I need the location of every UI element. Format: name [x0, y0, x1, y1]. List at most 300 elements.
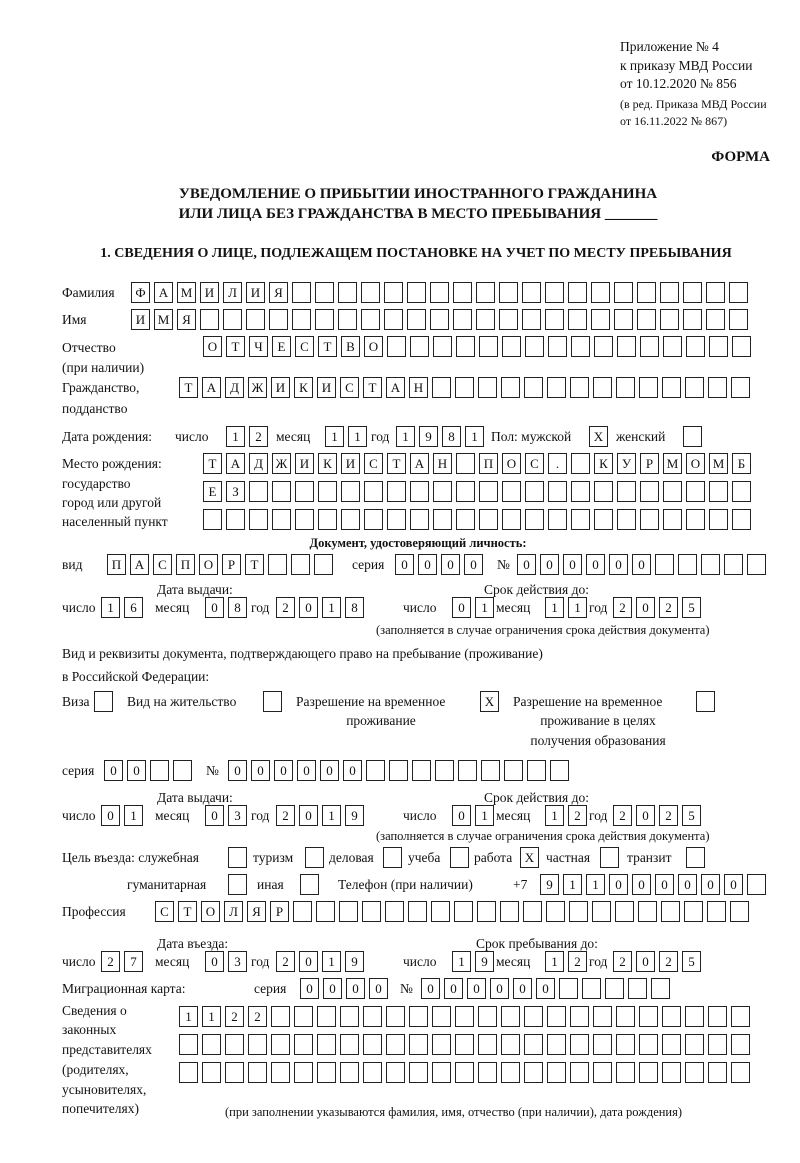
char-cell[interactable] [683, 426, 702, 447]
char-cell[interactable] [291, 554, 310, 575]
char-cell[interactable]: Л [224, 901, 243, 922]
char-cell[interactable] [228, 847, 247, 868]
char-cell[interactable]: 2 [568, 805, 587, 826]
char-cell[interactable] [481, 760, 500, 781]
char-cell[interactable]: 6 [124, 597, 143, 618]
char-cell[interactable]: 1 [465, 426, 484, 447]
char-cell[interactable]: 2 [248, 1006, 267, 1027]
char-cell[interactable]: 1 [226, 426, 245, 447]
char-cell[interactable] [523, 901, 542, 922]
char-cell[interactable] [499, 309, 518, 330]
char-cell[interactable] [226, 509, 245, 530]
char-cell[interactable] [637, 309, 656, 330]
char-cell[interactable]: Б [732, 453, 751, 474]
month-field[interactable] [205, 597, 247, 619]
res-series-field[interactable] [104, 760, 192, 782]
char-cell[interactable] [450, 847, 469, 868]
char-cell[interactable] [570, 1034, 589, 1055]
char-cell[interactable] [651, 978, 670, 999]
purpose-other-checkbox[interactable] [300, 874, 319, 896]
char-cell[interactable] [617, 481, 636, 502]
char-cell[interactable]: 0 [563, 554, 582, 575]
char-cell[interactable]: И [246, 282, 265, 303]
char-cell[interactable]: М [177, 282, 196, 303]
char-cell[interactable] [412, 760, 431, 781]
char-cell[interactable] [499, 282, 518, 303]
char-cell[interactable] [568, 282, 587, 303]
char-cell[interactable] [454, 901, 473, 922]
char-cell[interactable] [363, 1006, 382, 1027]
char-cell[interactable] [179, 1034, 198, 1055]
char-cell[interactable]: 0 [724, 874, 743, 895]
char-cell[interactable] [637, 282, 656, 303]
char-cell[interactable]: 0 [490, 978, 509, 999]
char-cell[interactable]: 0 [395, 554, 414, 575]
month-field[interactable] [545, 597, 587, 619]
char-cell[interactable]: 2 [613, 951, 632, 972]
char-cell[interactable]: 1 [475, 597, 494, 618]
char-cell[interactable]: 1 [322, 597, 341, 618]
birth-day-field[interactable] [226, 426, 268, 448]
char-cell[interactable]: 0 [467, 978, 486, 999]
char-cell[interactable] [639, 1006, 658, 1027]
char-cell[interactable] [548, 509, 567, 530]
char-cell[interactable] [386, 1006, 405, 1027]
char-cell[interactable] [361, 309, 380, 330]
char-cell[interactable]: В [341, 336, 360, 357]
purpose-work-checkbox[interactable] [520, 847, 539, 869]
purpose-study-checkbox[interactable] [450, 847, 469, 869]
char-cell[interactable]: 1 [202, 1006, 221, 1027]
char-cell[interactable] [248, 1062, 267, 1083]
char-cell[interactable] [203, 509, 222, 530]
char-cell[interactable]: 0 [101, 805, 120, 826]
char-cell[interactable] [616, 1006, 635, 1027]
char-cell[interactable] [408, 901, 427, 922]
char-cell[interactable]: 8 [228, 597, 247, 618]
char-cell[interactable] [502, 481, 521, 502]
char-cell[interactable] [522, 282, 541, 303]
char-cell[interactable] [615, 901, 634, 922]
char-cell[interactable] [582, 978, 601, 999]
char-cell[interactable] [249, 481, 268, 502]
char-cell[interactable] [294, 1062, 313, 1083]
char-cell[interactable] [600, 847, 619, 868]
residence-permit-checkbox[interactable] [263, 691, 282, 713]
char-cell[interactable]: Ф [131, 282, 150, 303]
char-cell[interactable] [202, 1062, 221, 1083]
char-cell[interactable] [292, 282, 311, 303]
name-field[interactable] [131, 309, 748, 331]
char-cell[interactable] [525, 509, 544, 530]
char-cell[interactable] [685, 377, 704, 398]
char-cell[interactable]: X [520, 847, 539, 868]
month-field[interactable] [545, 805, 587, 827]
char-cell[interactable]: 0 [299, 597, 318, 618]
char-cell[interactable]: 5 [682, 597, 701, 618]
char-cell[interactable] [684, 901, 703, 922]
char-cell[interactable] [410, 336, 429, 357]
char-cell[interactable]: 9 [345, 805, 364, 826]
char-cell[interactable]: Я [269, 282, 288, 303]
char-cell[interactable]: З [226, 481, 245, 502]
char-cell[interactable] [339, 901, 358, 922]
char-cell[interactable]: П [176, 554, 195, 575]
day-field[interactable] [101, 597, 143, 619]
char-cell[interactable]: Я [247, 901, 266, 922]
char-cell[interactable]: Т [178, 901, 197, 922]
char-cell[interactable] [729, 282, 748, 303]
char-cell[interactable]: 2 [101, 951, 120, 972]
month-field[interactable] [205, 805, 247, 827]
char-cell[interactable]: 1 [396, 426, 415, 447]
char-cell[interactable]: 7 [124, 951, 143, 972]
char-cell[interactable] [431, 901, 450, 922]
char-cell[interactable]: С [364, 453, 383, 474]
char-cell[interactable] [524, 1034, 543, 1055]
char-cell[interactable] [731, 1034, 750, 1055]
year-field[interactable] [613, 805, 701, 827]
char-cell[interactable] [683, 282, 702, 303]
char-cell[interactable] [293, 901, 312, 922]
char-cell[interactable]: А [202, 377, 221, 398]
char-cell[interactable] [731, 1006, 750, 1027]
char-cell[interactable]: 0 [464, 554, 483, 575]
char-cell[interactable]: Ч [249, 336, 268, 357]
char-cell[interactable]: К [294, 377, 313, 398]
char-cell[interactable] [732, 481, 751, 502]
char-cell[interactable]: Т [245, 554, 264, 575]
char-cell[interactable]: . [548, 453, 567, 474]
char-cell[interactable] [271, 1006, 290, 1027]
char-cell[interactable] [708, 1034, 727, 1055]
char-cell[interactable] [409, 1034, 428, 1055]
char-cell[interactable]: 9 [475, 951, 494, 972]
char-cell[interactable]: 0 [205, 597, 224, 618]
char-cell[interactable] [547, 1006, 566, 1027]
temp-permit-edu-checkbox[interactable] [696, 691, 715, 713]
char-cell[interactable]: А [154, 282, 173, 303]
char-cell[interactable] [294, 1034, 313, 1055]
char-cell[interactable]: 1 [452, 951, 471, 972]
char-cell[interactable] [409, 1062, 428, 1083]
char-cell[interactable] [732, 509, 751, 530]
char-cell[interactable] [479, 509, 498, 530]
char-cell[interactable] [432, 1034, 451, 1055]
char-cell[interactable]: 0 [632, 874, 651, 895]
char-cell[interactable] [456, 453, 475, 474]
char-cell[interactable] [455, 1062, 474, 1083]
char-cell[interactable]: 0 [297, 760, 316, 781]
char-cell[interactable]: 0 [655, 874, 674, 895]
char-cell[interactable] [407, 309, 426, 330]
char-cell[interactable]: 0 [452, 597, 471, 618]
char-cell[interactable] [663, 481, 682, 502]
patronymic-field[interactable] [203, 336, 751, 358]
char-cell[interactable]: 1 [325, 426, 344, 447]
char-cell[interactable]: Т [318, 336, 337, 357]
char-cell[interactable]: И [200, 282, 219, 303]
char-cell[interactable] [501, 1062, 520, 1083]
char-cell[interactable] [639, 1062, 658, 1083]
purpose-humanitarian-checkbox[interactable] [228, 874, 247, 896]
char-cell[interactable] [410, 481, 429, 502]
char-cell[interactable] [686, 336, 705, 357]
char-cell[interactable] [389, 760, 408, 781]
char-cell[interactable]: 1 [545, 805, 564, 826]
char-cell[interactable] [594, 481, 613, 502]
char-cell[interactable]: О [686, 453, 705, 474]
char-cell[interactable] [570, 1006, 589, 1027]
char-cell[interactable] [616, 1062, 635, 1083]
char-cell[interactable] [271, 1034, 290, 1055]
char-cell[interactable] [524, 1062, 543, 1083]
char-cell[interactable]: 0 [452, 805, 471, 826]
char-cell[interactable] [340, 1062, 359, 1083]
char-cell[interactable]: Д [249, 453, 268, 474]
char-cell[interactable] [732, 336, 751, 357]
char-cell[interactable]: 0 [274, 760, 293, 781]
char-cell[interactable]: 2 [276, 597, 295, 618]
char-cell[interactable] [150, 760, 169, 781]
char-cell[interactable] [730, 901, 749, 922]
char-cell[interactable] [248, 1034, 267, 1055]
char-cell[interactable] [478, 1006, 497, 1027]
char-cell[interactable] [173, 760, 192, 781]
char-cell[interactable]: 1 [568, 597, 587, 618]
char-cell[interactable]: М [663, 453, 682, 474]
char-cell[interactable] [456, 481, 475, 502]
char-cell[interactable] [432, 377, 451, 398]
year-field[interactable] [276, 805, 364, 827]
char-cell[interactable] [706, 309, 725, 330]
char-cell[interactable]: 0 [636, 597, 655, 618]
char-cell[interactable]: Ж [272, 453, 291, 474]
char-cell[interactable]: Р [270, 901, 289, 922]
char-cell[interactable]: 0 [205, 805, 224, 826]
char-cell[interactable] [317, 1034, 336, 1055]
purpose-tourism-checkbox[interactable] [305, 847, 324, 869]
char-cell[interactable]: К [318, 453, 337, 474]
char-cell[interactable] [593, 1034, 612, 1055]
char-cell[interactable]: 0 [586, 554, 605, 575]
char-cell[interactable] [747, 554, 766, 575]
char-cell[interactable] [696, 691, 715, 712]
char-cell[interactable] [363, 1034, 382, 1055]
char-cell[interactable]: 0 [300, 978, 319, 999]
char-cell[interactable]: 9 [345, 951, 364, 972]
char-cell[interactable] [315, 282, 334, 303]
char-cell[interactable]: Т [203, 453, 222, 474]
char-cell[interactable]: 0 [540, 554, 559, 575]
char-cell[interactable]: 1 [545, 597, 564, 618]
char-cell[interactable] [568, 309, 587, 330]
char-cell[interactable]: 1 [563, 874, 582, 895]
char-cell[interactable] [455, 1034, 474, 1055]
month-field[interactable] [205, 951, 247, 973]
day-field[interactable] [452, 597, 494, 619]
char-cell[interactable] [294, 1006, 313, 1027]
char-cell[interactable] [455, 1006, 474, 1027]
char-cell[interactable]: 1 [124, 805, 143, 826]
char-cell[interactable]: 2 [659, 951, 678, 972]
char-cell[interactable] [571, 509, 590, 530]
char-cell[interactable]: А [226, 453, 245, 474]
char-cell[interactable] [316, 901, 335, 922]
char-cell[interactable] [432, 1062, 451, 1083]
char-cell[interactable]: 9 [540, 874, 559, 895]
char-cell[interactable] [384, 309, 403, 330]
sex-male-checkbox[interactable] [589, 426, 608, 448]
char-cell[interactable]: Р [640, 453, 659, 474]
char-cell[interactable]: 0 [299, 805, 318, 826]
char-cell[interactable] [435, 760, 454, 781]
char-cell[interactable] [592, 901, 611, 922]
char-cell[interactable] [387, 509, 406, 530]
char-cell[interactable] [478, 1034, 497, 1055]
char-cell[interactable]: М [709, 453, 728, 474]
char-cell[interactable] [617, 509, 636, 530]
char-cell[interactable]: 0 [636, 805, 655, 826]
char-cell[interactable]: 0 [369, 978, 388, 999]
char-cell[interactable] [663, 509, 682, 530]
day-field[interactable] [101, 951, 143, 973]
char-cell[interactable] [430, 282, 449, 303]
char-cell[interactable] [200, 309, 219, 330]
char-cell[interactable] [655, 554, 674, 575]
purpose-transit-checkbox[interactable] [686, 847, 705, 869]
char-cell[interactable] [430, 309, 449, 330]
char-cell[interactable] [341, 509, 360, 530]
year-field[interactable] [276, 597, 364, 619]
purpose-business-checkbox[interactable] [383, 847, 402, 869]
char-cell[interactable] [364, 481, 383, 502]
char-cell[interactable]: 0 [418, 554, 437, 575]
char-cell[interactable] [701, 554, 720, 575]
char-cell[interactable] [456, 509, 475, 530]
char-cell[interactable] [225, 1034, 244, 1055]
char-cell[interactable]: 0 [678, 874, 697, 895]
migration-number-field[interactable] [421, 978, 670, 1000]
char-cell[interactable] [709, 336, 728, 357]
char-cell[interactable] [225, 1062, 244, 1083]
citizenship-field[interactable] [179, 377, 750, 399]
char-cell[interactable] [522, 309, 541, 330]
char-cell[interactable] [501, 1006, 520, 1027]
char-cell[interactable] [724, 554, 743, 575]
char-cell[interactable] [501, 377, 520, 398]
char-cell[interactable]: О [364, 336, 383, 357]
char-cell[interactable] [387, 336, 406, 357]
char-cell[interactable] [594, 509, 613, 530]
char-cell[interactable]: Е [203, 481, 222, 502]
res-number-field[interactable] [228, 760, 569, 782]
char-cell[interactable]: 0 [536, 978, 555, 999]
char-cell[interactable]: С [525, 453, 544, 474]
char-cell[interactable] [179, 1062, 198, 1083]
char-cell[interactable]: И [295, 453, 314, 474]
char-cell[interactable] [678, 554, 697, 575]
char-cell[interactable]: И [131, 309, 150, 330]
char-cell[interactable] [663, 336, 682, 357]
char-cell[interactable] [547, 1034, 566, 1055]
char-cell[interactable]: 2 [659, 597, 678, 618]
profession-field[interactable] [155, 901, 749, 923]
char-cell[interactable] [94, 691, 113, 712]
char-cell[interactable] [340, 1034, 359, 1055]
char-cell[interactable]: 3 [228, 805, 247, 826]
char-cell[interactable] [223, 309, 242, 330]
char-cell[interactable] [433, 509, 452, 530]
representatives-field[interactable] [179, 1006, 750, 1028]
char-cell[interactable] [614, 309, 633, 330]
char-cell[interactable] [341, 481, 360, 502]
char-cell[interactable] [546, 901, 565, 922]
char-cell[interactable] [407, 282, 426, 303]
char-cell[interactable] [569, 901, 588, 922]
char-cell[interactable]: И [271, 377, 290, 398]
char-cell[interactable] [729, 309, 748, 330]
char-cell[interactable] [317, 1006, 336, 1027]
year-field[interactable] [613, 597, 701, 619]
sex-female-checkbox[interactable] [683, 426, 702, 448]
year-field[interactable] [613, 951, 701, 973]
char-cell[interactable] [660, 282, 679, 303]
char-cell[interactable] [479, 481, 498, 502]
char-cell[interactable] [731, 377, 750, 398]
char-cell[interactable]: 0 [346, 978, 365, 999]
char-cell[interactable]: X [480, 691, 499, 712]
representatives-field[interactable] [179, 1062, 750, 1084]
char-cell[interactable]: И [341, 453, 360, 474]
char-cell[interactable]: М [154, 309, 173, 330]
char-cell[interactable] [571, 453, 590, 474]
birth-month-field[interactable] [325, 426, 367, 448]
char-cell[interactable]: Я [177, 309, 196, 330]
char-cell[interactable] [315, 309, 334, 330]
representatives-field[interactable] [179, 1034, 750, 1056]
month-field[interactable] [545, 951, 587, 973]
char-cell[interactable] [708, 1006, 727, 1027]
char-cell[interactable] [263, 691, 282, 712]
migration-series-field[interactable] [300, 978, 388, 1000]
char-cell[interactable]: 1 [348, 426, 367, 447]
char-cell[interactable] [709, 509, 728, 530]
char-cell[interactable]: А [410, 453, 429, 474]
char-cell[interactable] [383, 847, 402, 868]
char-cell[interactable] [660, 309, 679, 330]
char-cell[interactable] [432, 1006, 451, 1027]
char-cell[interactable] [525, 336, 544, 357]
char-cell[interactable]: 0 [343, 760, 362, 781]
char-cell[interactable] [364, 509, 383, 530]
char-cell[interactable] [504, 760, 523, 781]
char-cell[interactable] [616, 1034, 635, 1055]
char-cell[interactable]: 2 [276, 805, 295, 826]
day-field[interactable] [101, 805, 143, 827]
char-cell[interactable] [524, 377, 543, 398]
char-cell[interactable] [362, 901, 381, 922]
phone-field[interactable] [540, 874, 766, 896]
char-cell[interactable] [545, 282, 564, 303]
char-cell[interactable] [617, 336, 636, 357]
char-cell[interactable] [385, 901, 404, 922]
char-cell[interactable]: 9 [419, 426, 438, 447]
char-cell[interactable] [570, 377, 589, 398]
visa-checkbox[interactable] [94, 691, 113, 713]
char-cell[interactable]: 1 [586, 874, 605, 895]
char-cell[interactable] [548, 481, 567, 502]
